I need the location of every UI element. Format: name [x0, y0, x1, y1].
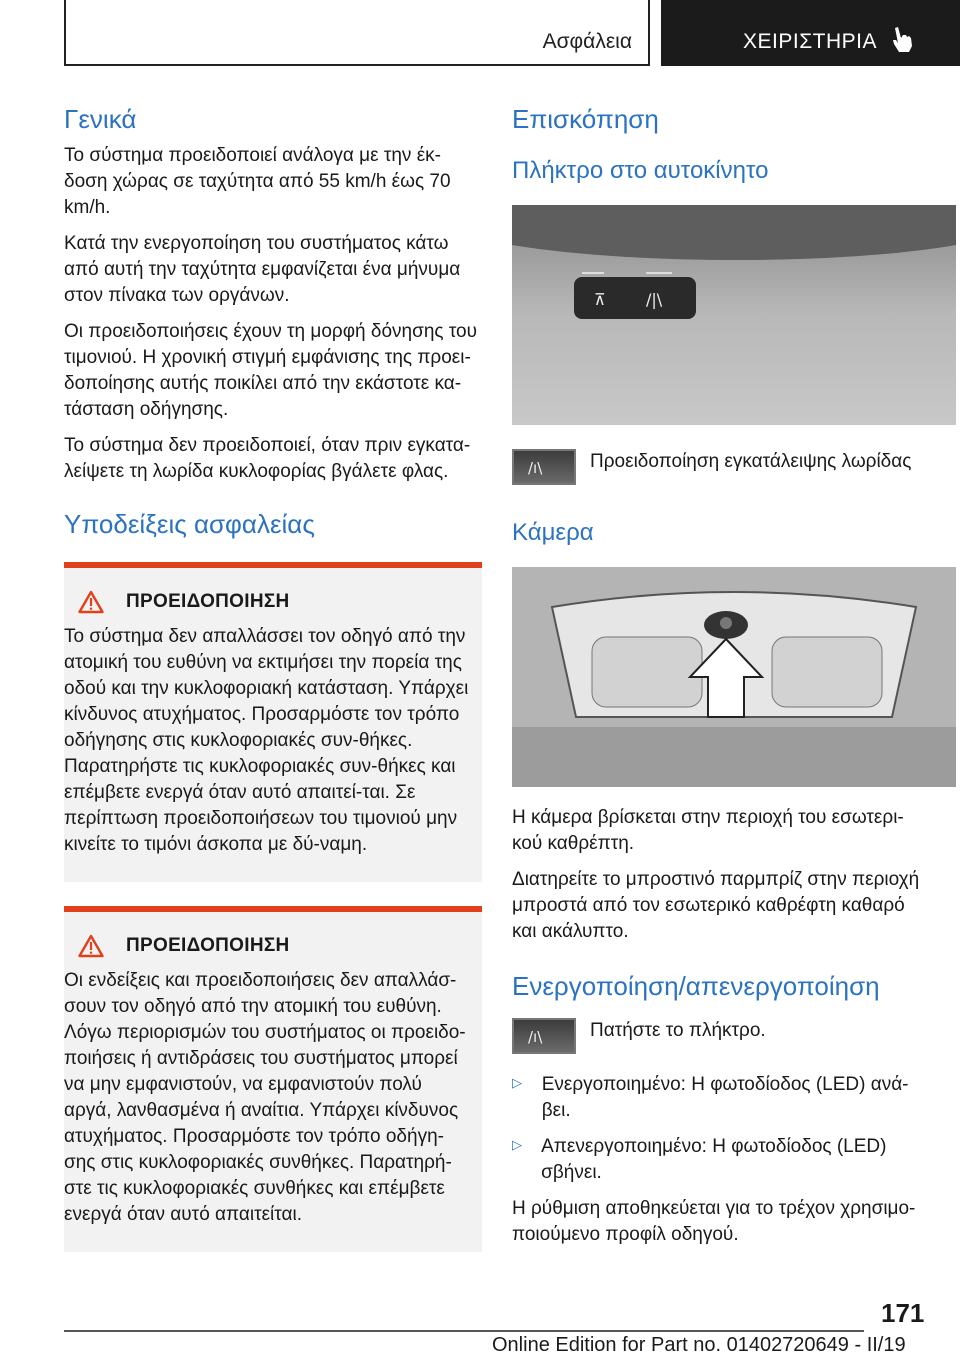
activation-caption: Πατήστε το πλήκτρο. [590, 1020, 766, 1041]
safety-heading: Υποδείξεις ασφαλείας [64, 509, 315, 539]
footer-divider [64, 1330, 864, 1332]
bullet-triangle-icon: ▷ [512, 1075, 522, 1090]
page-number: 171 [881, 1298, 925, 1328]
general-paragraph-3: Οι προειδοποιήσεις έχουν τη μορφή δόνησης του τιμονιού. Η χρονική στιγμή εμφάνισης της προει-δοποίησης αυτής ποικίλει από την εκάστοτε κα-τάσταση οδήγησης. [64, 321, 478, 420]
svg-text:/|\: /|\ [646, 290, 663, 309]
header-section-tab [64, 0, 650, 66]
general-paragraph-2: Κατά την ενεργοποίηση του συστήματος κάτω από αυτή την ταχύτητα εμφανίζεται ένα μήνυμα στον πίνακα των οργάνων. [64, 233, 461, 306]
general-paragraph-4: Το σύστημα δεν προειδοποιεί, όταν πριν εγκατα-λείψετε τη λωρίδα κυκλοφορίας βγάλετε φλας. [64, 435, 471, 482]
header-chapter-tab [661, 0, 960, 66]
warning-triangle-icon [78, 590, 104, 614]
warning-title: ΠΡΟΕΙΔΟΠΟΙΗΣΗ [126, 591, 290, 612]
bullet-deactivated [512, 1134, 930, 1186]
general-heading: Γενικά [64, 104, 137, 134]
header-section-label: Ασφάλεια [542, 30, 632, 53]
svg-text:/ı\: /ı\ [528, 459, 543, 477]
right-column [512, 100, 930, 1248]
bullet-triangle-icon: ▷ [512, 1137, 522, 1152]
activation-caption-row [512, 1018, 930, 1054]
svg-text:⊼: ⊼ [594, 290, 606, 309]
button-heading: Πλήκτρο στο αυτοκίνητο [512, 157, 769, 184]
camera-heading: Κάμερα [512, 519, 594, 546]
svg-text:/ı\: /ı\ [528, 1028, 543, 1046]
warning-box-2 [64, 906, 482, 1252]
warning-header [64, 932, 470, 960]
general-paragraph-1: Το σύστημα προειδοποιεί ανάλογα με την έκ-δοση χώρας σε ταχύτητα από 55 km/h έως 70 km/h. [64, 145, 451, 218]
camera-paragraph-1: Η κάμερα βρίσκεται στην περιοχή του εσωτερι-κού καθρέπτη. [512, 807, 904, 854]
pointing-hand-icon [887, 24, 917, 54]
bullet-activated-text: Ενεργοποιημένο: Η φωτοδίοδος (LED) ανά-βει. [541, 1074, 909, 1121]
warning-text: Το σύστημα δεν απαλλάσσει τον οδηγό από την ατομική του ευθύνη να εκτιμήσει την πορεία της οδού και την κυκλοφοριακή κατάσταση. Υπάρχει κίνδυνος ατυχήματος. Προσαρμόστε τον τρόπο οδήγησης στις κυκλοφοριακές συν-θήκες. Παρατηρήστε τις κυκλοφοριακές συν-θήκες και επέμβετε ενεργά όταν αυτό απαιτεί-ται. Σε περίπτωση προειδοποιήσεων του τιμονιού μην κινείτε το τιμόνι άσκοπα με δύ-ναμη. [64, 626, 469, 855]
warning-title: ΠΡΟΕΙΔΟΠΟΙΗΣΗ [126, 935, 290, 956]
warning-triangle-icon [78, 934, 104, 958]
button-caption-row [512, 449, 930, 485]
button-photo [512, 205, 956, 425]
left-column [64, 100, 482, 1252]
bullet-activated [512, 1072, 930, 1124]
footer-edition: Online Edition for Part no. 01402720649 - II/19 [492, 1334, 906, 1356]
lane-departure-button-icon [512, 449, 576, 485]
button-panel-illustration [512, 205, 956, 425]
bullet-deactivated-text: Απενεργοποιημένο: Η φωτοδίοδος (LED) σβήνει. [541, 1136, 887, 1183]
overview-heading: Επισκόπηση [512, 104, 659, 134]
camera-paragraph-2: Διατηρείτε το μπροστινό παρμπρίζ στην περιοχή μπροστά από τον εσωτερικό καθρέφτη καθαρό και ακάλυπτο. [512, 869, 920, 942]
warning-text: Οι ενδείξεις και προειδοποιήσεις δεν απαλλάσ-σουν τον οδηγό από την ατομική του ευθύνη. Λόγω περιορισμών του συστήματος οι προειδο-ποιήσεις ή αντιδράσεις του συστήματος μπορεί να μην εμφανιστούν, να εμφανιστούν πολύ αργά, λανθασμένα ή αναίτια. Υπάρχει κίνδυνος ατυχήματος. Προσαρμόστε τον τρόπο οδήγη-σης στις κυκλοφοριακές συνθήκες. Παρατηρή-στε τις κυκλοφοριακές συνθήκες και επέμβετε ενεργά όταν αυτό απαιτείται. [64, 970, 466, 1225]
header-chapter-label: ΧΕΙΡΙΣΤΗΡΙΑ [743, 30, 878, 53]
lane-departure-button-icon [512, 1018, 576, 1054]
activation-heading: Ενεργοποίηση/απενεργοποίηση [512, 971, 880, 1001]
camera-illustration [512, 567, 956, 787]
warning-header [64, 588, 470, 616]
camera-photo [512, 567, 956, 787]
closing-paragraph: Η ρύθμιση αποθηκεύεται για το τρέχον χρησιμο-ποιούμενο προφίλ οδηγού. [512, 1198, 916, 1245]
button-caption: Προειδοποίηση εγκατάλειψης λωρίδας [590, 451, 912, 472]
warning-box-1 [64, 562, 482, 882]
